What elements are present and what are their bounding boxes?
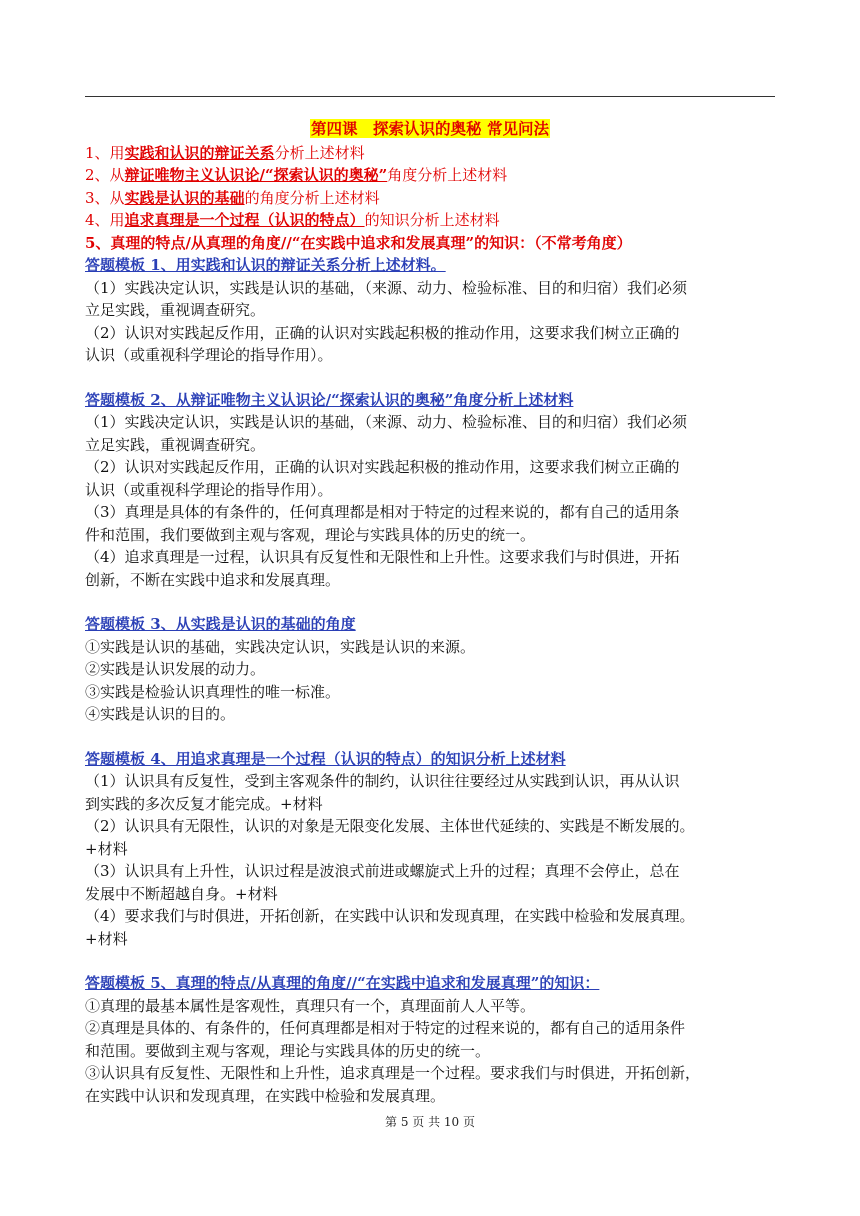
title-row (85, 118, 775, 141)
page-title: 第四课 探索认识的奥秘 常见问法 (311, 119, 549, 138)
body-line: ③认识具有反复性、无限性和上升性，追求真理是一个过程。要求我们与时俱进，开拓创新， (85, 1064, 701, 1082)
template-section-2 (85, 389, 775, 592)
question-4: 4、用追求真理是一个过程（认识的特点）的知识分析上述材料 (85, 211, 500, 229)
body-line: 和范围。要做到主观与客观，理论与实践具体的历史的统一。 (85, 1041, 491, 1060)
body-line: （4）要求我们与时俱进，开拓创新，在实践中认识和发现真理，在实践中检验和发展真理。 (85, 907, 695, 925)
body-line: （1）实践决定认识，实践是认识的基础，（来源、动力、检验标准、目的和归宿）我们必须 (85, 413, 688, 431)
body-line: ②实践是认识发展的动力。 (85, 660, 266, 678)
body-line: ③实践是检验认识真理性的唯一标准。 (85, 682, 341, 701)
question-1: 1、用实践和认识的辩证关系分析上述材料 (85, 143, 365, 162)
body-line: 件和范围，我们要做到主观与客观，理论与实践具体的历史的统一。 (85, 525, 536, 544)
body-line: +材料 (85, 839, 128, 858)
body-line: 在实践中认识和发现真理，在实践中检验和发展真理。 (85, 1086, 446, 1105)
section-heading: 答题模板 2、从辩证唯物主义认识论/“探索认识的奥秘”角度分析上述材料 (85, 390, 574, 409)
question-5: 5、真理的特点/从真理的角度//“在实践中追求和发展真理”的知识：（不常考角度） (85, 233, 632, 252)
body-line: ①实践是认识的基础，实践决定认识，实践是认识的来源。 (85, 637, 476, 656)
body-line: 认识（或重视科学理论的指导作用）。 (85, 346, 333, 364)
section-heading: 答题模板 5、真理的特点/从真理的角度//“在实践中追求和发展真理”的知识： (85, 974, 600, 992)
header-rule (85, 96, 775, 97)
body-line: +材料 (85, 929, 128, 948)
body-line: （1）认识具有反复性，受到主客观条件的制约，认识往往要经过从实践到认识，再从认识 (85, 772, 680, 790)
body-line: 到实践的多次反复才能完成。+材料 (85, 794, 323, 813)
question-2: 2、从辩证唯物主义认识论/“探索认识的奥秘”角度分析上述材料 (85, 166, 508, 184)
body-line: ①真理的最基本属性是客观性，真理只有一个，真理面前人人平等。 (85, 996, 536, 1015)
template-section-5 (85, 972, 775, 1107)
body-line: （3）认识具有上升性，认识过程是波浪式前进或螺旋式上升的过程；真理不会停止，总在 (85, 862, 680, 880)
body-line: （1）实践决定认识，实践是认识的基础，（来源、动力、检验标准、目的和归宿）我们必须 (85, 278, 688, 297)
section-heading: 答题模板 4、用追求真理是一个过程（认识的特点）的知识分析上述材料 (85, 749, 566, 768)
document-body (85, 118, 775, 1107)
body-line: （3）真理是具体的有条件的，任何真理都是相对于特定的过程来说的，都有自己的适用条 (85, 503, 680, 521)
body-line: 立足实践，重视调查研究。 (85, 301, 266, 319)
body-line: 发展中不断超越自身。+材料 (85, 884, 278, 903)
body-line: 立足实践，重视调查研究。 (85, 435, 266, 454)
body-line: ④实践是认识的目的。 (85, 705, 236, 723)
body-line: （2）认识具有无限性，认识的对象是无限变化发展、主体世代延续的、实践是不断发展的。 (85, 817, 695, 835)
body-line: （2）认识对实践起反作用，正确的认识对实践起积极的推动作用，这要求我们树立正确的 (85, 323, 680, 342)
body-line: ②真理是具体的、有条件的，任何真理都是相对于特定的过程来说的，都有自己的适用条件 (85, 1019, 686, 1037)
body-line: （2）认识对实践起反作用，正确的认识对实践起积极的推动作用，这要求我们树立正确的 (85, 458, 680, 476)
body-line: （4）追求真理是一过程，认识具有反复性和无限性和上升性。这要求我们与时俱进，开拓 (85, 548, 680, 566)
section-heading: 答题模板 1、用实践和认识的辩证关系分析上述材料。 (85, 256, 446, 274)
template-section-3 (85, 613, 775, 726)
question-3: 3、从实践是认识的基础的角度分析上述材料 (85, 188, 380, 207)
section-heading: 答题模板 3、从实践是认识的基础的角度 (85, 615, 356, 633)
body-line: 创新，不断在实践中追求和发展真理。 (85, 570, 341, 589)
template-section-1 (85, 254, 775, 367)
page-number-footer: 第 5 页 共 10 页 (385, 1115, 475, 1129)
template-section-4 (85, 748, 775, 951)
body-line: 认识（或重视科学理论的指导作用）。 (85, 480, 333, 499)
